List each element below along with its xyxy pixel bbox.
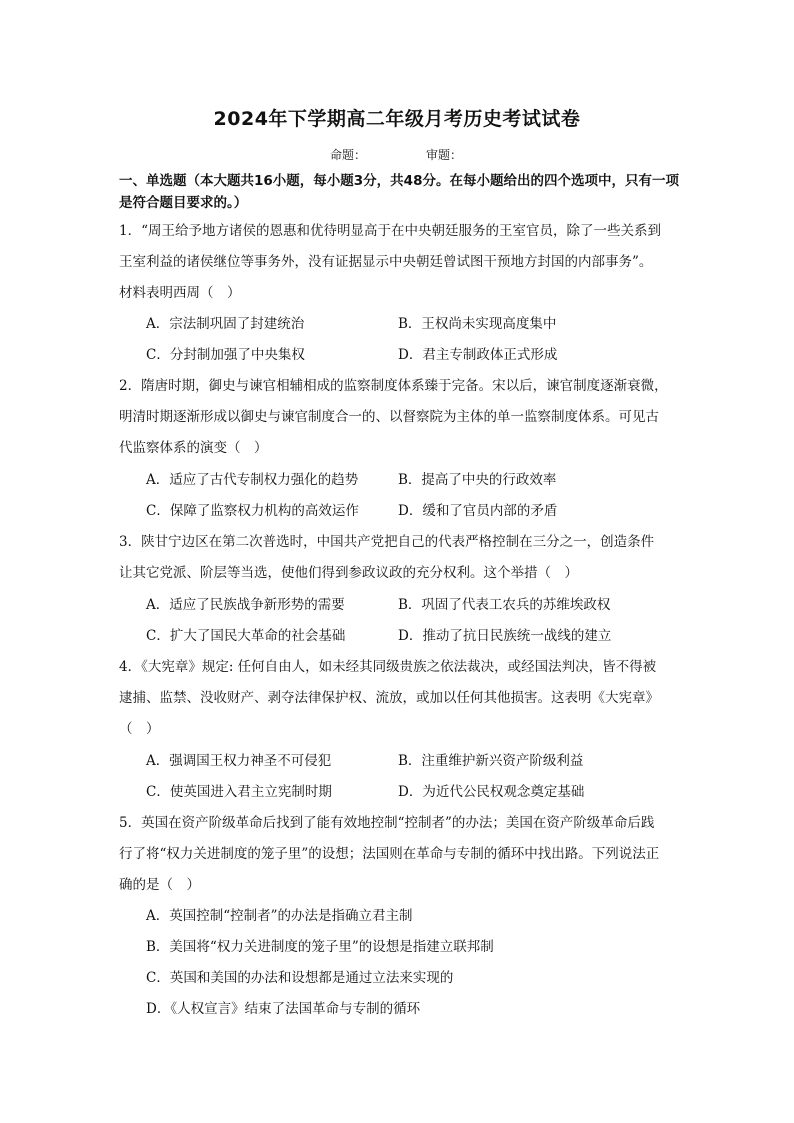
question-4-option-b[interactable]: B．注重维护新兴资产阶级利益 bbox=[398, 753, 584, 769]
question-5-option-d[interactable]: D．《人权宣言》结束了法国革命与专制的循环 bbox=[146, 1001, 421, 1017]
question-2-option-b[interactable]: B．提高了中央的行政效率 bbox=[398, 472, 557, 488]
question-3-line-1: 3．陕甘宁边区在第二次普选时，中国共产党把自己的代表严格控制在三分之一，创造条件 bbox=[119, 534, 655, 550]
question-5-line-2: 行了将“权力关进制度的笼子里”的设想；法国则在革命与专制的循环中找出路。下列说法正 bbox=[119, 846, 660, 862]
question-5-line-3: 确的是（ ） bbox=[119, 877, 200, 893]
question-4-option-a[interactable]: A．强调国王权力神圣不可侵犯 bbox=[146, 753, 332, 769]
question-2-line-1: 2．隋唐时期，御史与谏官相辅相成的监察制度体系臻于完备。宋以后，谏官制度逐渐衰微， bbox=[119, 378, 668, 394]
question-3-option-d[interactable]: D．推动了抗日民族统一战线的建立 bbox=[398, 628, 612, 644]
question-5-option-a[interactable]: A．英国控制“控制者”的办法是指确立君主制 bbox=[146, 908, 413, 924]
question-2-line-3: 代监察体系的演变（ ） bbox=[119, 440, 268, 456]
question-1-option-c[interactable]: C．分封制加强了中央集权 bbox=[146, 347, 305, 363]
question-4-option-c[interactable]: C．使英国进入君主立宪制时期 bbox=[146, 784, 332, 800]
reviewer-label: 审题： bbox=[426, 148, 463, 162]
question-4-option-d[interactable]: D．为近代公民权观念奠定基础 bbox=[398, 784, 585, 800]
question-5-line-1: 5．英国在资产阶级革命后找到了能有效地控制“控制者”的办法；美国在资产阶级革命后践 bbox=[119, 815, 655, 831]
section-header: 一、单选题（本大题共16小题，每小题3分，共48分。在每小题给出的四个选项中，只有一项是符合题目要求的。） bbox=[119, 173, 679, 211]
question-1-line-3: 材料表明西周（ ） bbox=[119, 285, 241, 301]
exam-title: 2024年下学期高二年级月考历史考试试卷 bbox=[213, 108, 581, 130]
question-4-line-1: 4．《大宪章》规定: 任何自由人，如未经其同级贵族之依法裁决，或经国法判决，皆不得被 bbox=[119, 659, 657, 675]
question-3-option-a[interactable]: A．适应了民族战争新形势的需要 bbox=[146, 597, 345, 613]
question-2-option-a[interactable]: A．适应了古代专制权力强化的趋势 bbox=[146, 472, 359, 488]
question-1-option-d[interactable]: D．君主专制政体正式形成 bbox=[398, 347, 558, 363]
question-5-option-c[interactable]: C．英国和美国的办法和设想都是通过立法来实现的 bbox=[146, 970, 454, 986]
question-2-line-2: 明清时期逐渐形成以御史与谏官制度合一的、以督察院为主体的单一监察制度体系。可见古 bbox=[119, 409, 659, 425]
question-4-line-3: （ ） bbox=[119, 721, 160, 737]
question-2-option-d[interactable]: D．缓和了官员内部的矛盾 bbox=[398, 503, 558, 519]
exam-meta bbox=[330, 146, 462, 163]
question-2-option-c[interactable]: C．保障了监察权力机构的高效运作 bbox=[146, 503, 359, 519]
question-5-option-b[interactable]: B．美国将“权力关进制度的笼子里”的设想是指建立联邦制 bbox=[146, 939, 494, 955]
question-1-option-a[interactable]: A．宗法制巩固了封建统治 bbox=[146, 316, 305, 332]
question-3-option-b[interactable]: B．巩固了代表工农兵的苏维埃政权 bbox=[398, 597, 611, 613]
question-3-option-c[interactable]: C．扩大了国民大革命的社会基础 bbox=[146, 628, 346, 644]
question-1-line-2: 王室利益的诸侯继位等事务外，没有证据显示中央朝廷曾试图干预地方封国的内部事务”。 bbox=[119, 254, 653, 270]
question-3-line-2: 让其它党派、阶层等当选，使他们得到参政议政的充分权利。这个举措（ ） bbox=[119, 565, 578, 581]
author-label: 命题： bbox=[330, 148, 367, 162]
question-1-line-1: 1．“周王给予地方诸侯的恩惠和优待明显高于在中央朝廷服务的王室官员，除了一些关系到 bbox=[119, 223, 661, 239]
question-4-line-2: 逮捕、监禁、没收财产、剥夺法律保护权、流放，或加以任何其他损害。这表明《大宪章》 bbox=[119, 690, 659, 706]
question-1-option-b[interactable]: B．王权尚未实现高度集中 bbox=[398, 316, 557, 332]
